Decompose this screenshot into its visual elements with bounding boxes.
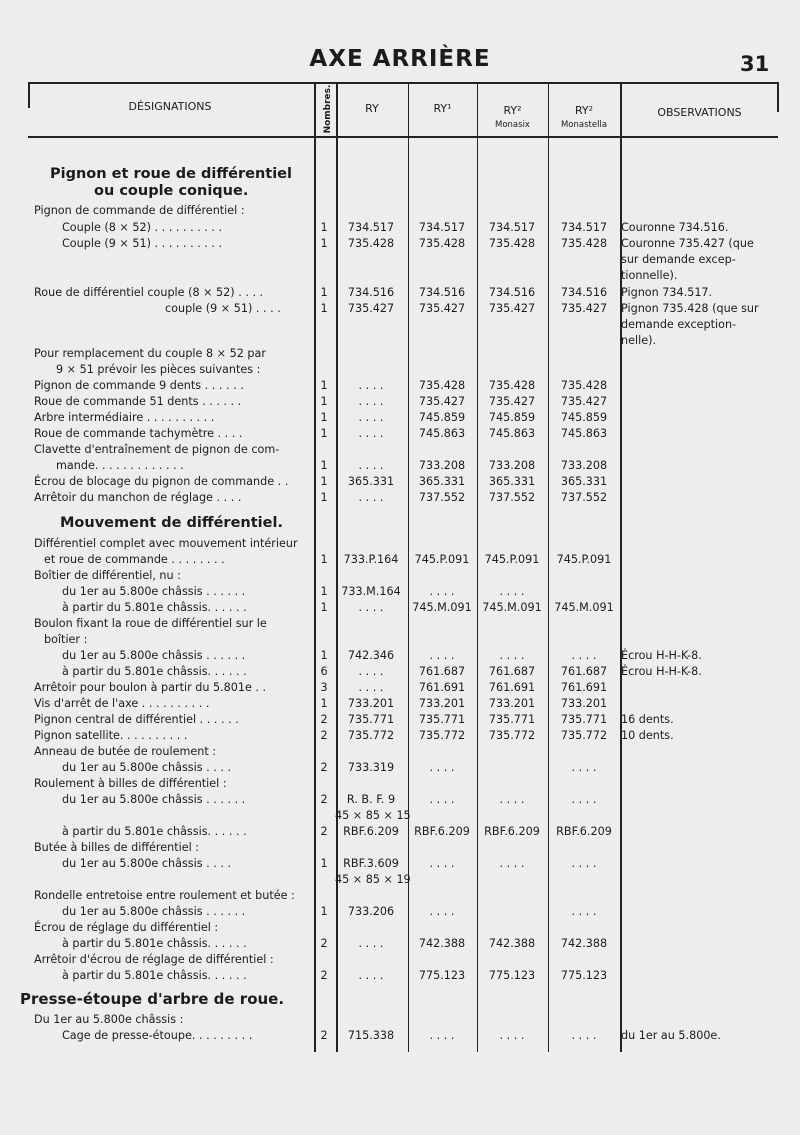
designation-cell: Différentiel complet avec mouvement intérieur <box>34 537 298 550</box>
ry-cell: 735.428 <box>347 237 395 250</box>
ry-cell: 742.346 <box>347 649 395 662</box>
table-row <box>0 1028 800 1044</box>
table-row <box>0 236 800 252</box>
table-row <box>0 648 800 664</box>
table-row <box>0 776 800 792</box>
observation-cell: nelle). <box>621 334 656 347</box>
ry2-monasix-cell: 737.552 <box>488 491 536 504</box>
ry2-monasix-cell: 742.388 <box>488 937 536 950</box>
ry1-cell: 734.517 <box>418 221 466 234</box>
ry1-cell: 735.772 <box>418 729 466 742</box>
ry-cell: RBF.3.609 <box>343 857 399 870</box>
designation-cell: Cage de presse-étoupe. . . . . . . . . <box>62 1029 253 1042</box>
table-left-border <box>28 82 30 108</box>
ry2-monasix-cell: 745.863 <box>488 427 536 440</box>
ry-cell: . . . . <box>358 459 384 472</box>
table-row <box>0 490 800 506</box>
ry2-monastella-cell: 761.691 <box>560 681 608 694</box>
designation-cell: Arrêtoir du manchon de réglage . . . . <box>34 491 242 504</box>
ry-cell: 45 × 85 × 19 <box>335 873 411 886</box>
ry2-monastella-cell: . . . . <box>571 1029 597 1042</box>
table-row <box>0 203 800 219</box>
nombres-cell: 1 <box>320 221 328 234</box>
designation-cell: Du 1er au 5.800e châssis : <box>34 1013 184 1026</box>
nombres-cell: 2 <box>320 825 328 838</box>
table-row <box>0 268 800 284</box>
ry1-cell: 734.516 <box>418 286 466 299</box>
ry1-cell: . . . . <box>429 761 455 774</box>
observation-cell: Écrou H-H-K-8. <box>621 649 702 662</box>
ry1-cell: 735.427 <box>418 302 466 315</box>
table-row <box>0 252 800 268</box>
designation-cell: Roue de commande tachymètre . . . . <box>34 427 243 440</box>
table-row <box>0 317 800 333</box>
table-row <box>0 584 800 600</box>
designation-cell: Anneau de butée de roulement : <box>34 745 217 758</box>
designation-cell: du 1er au 5.800e châssis . . . . . . <box>62 905 246 918</box>
ry1-cell: 745.859 <box>418 411 466 424</box>
ry1-cell: . . . . <box>429 857 455 870</box>
table-row <box>0 442 800 458</box>
ry2-monastella-cell: 365.331 <box>560 475 608 488</box>
ry-cell: . . . . <box>358 681 384 694</box>
ry1-cell: 735.771 <box>418 713 466 726</box>
ry2-monasix-cell: 735.771 <box>488 713 536 726</box>
ry2-monastella-cell: 733.208 <box>560 459 608 472</box>
designation-cell: Boulon fixant la roue de différentiel sur le <box>34 617 267 630</box>
ry2-monasix-cell: . . . . <box>499 585 525 598</box>
designation-cell: à partir du 5.801e châssis. . . . . . <box>62 825 247 838</box>
ry-cell: 45 × 85 × 15 <box>335 809 411 822</box>
designation-cell: Couple (8 × 52) . . . . . . . . . . <box>62 221 223 234</box>
table-row <box>0 285 800 301</box>
ry2-monastella-cell: 735.771 <box>560 713 608 726</box>
ry1-cell: 745.M.091 <box>412 601 472 614</box>
ry2-monastella-cell: 733.201 <box>560 697 608 710</box>
designation-cell: Arrêtoir pour boulon à partir du 5.801e . . <box>34 681 267 694</box>
designation-cell: Rondelle entretoise entre roulement et butée : <box>34 889 295 902</box>
designation-cell: Pour remplacement du couple 8 × 52 par <box>34 347 266 360</box>
nombres-cell: 1 <box>320 697 328 710</box>
ry-cell: . . . . <box>358 395 384 408</box>
designation-cell: mande. . . . . . . . . . . . . <box>56 459 184 472</box>
nombres-cell: 2 <box>320 937 328 950</box>
table-row <box>0 680 800 696</box>
observation-cell: Couronne 734.516. <box>621 221 729 234</box>
nombres-cell: 2 <box>320 1029 328 1042</box>
designation-cell: Arbre intermédiaire . . . . . . . . . . <box>34 411 215 424</box>
ry2-monasix-cell: 745.M.091 <box>482 601 542 614</box>
table-row <box>0 840 800 856</box>
ry-cell: . . . . <box>358 491 384 504</box>
ry2-monasix-cell: 365.331 <box>488 475 536 488</box>
header-bottom-border <box>28 136 778 138</box>
table-row <box>0 744 800 760</box>
ry2-monasix-cell: 735.428 <box>488 237 536 250</box>
ry2-monasix-cell: 733.208 <box>488 459 536 472</box>
designation-cell: Boîtier de différentiel, nu : <box>34 569 181 582</box>
designation-cell: Clavette d'entraînement de pignon de com- <box>34 443 280 456</box>
table-row <box>0 632 800 648</box>
observation-cell: sur demande excep- <box>621 253 736 266</box>
ry2-monastella-cell: 745.P.091 <box>556 553 612 566</box>
ry-cell: . . . . <box>358 411 384 424</box>
ry2-monastella-cell: 761.687 <box>560 665 608 678</box>
table-row <box>0 362 800 378</box>
table-row <box>0 952 800 968</box>
table-row <box>0 792 800 808</box>
ry1-cell: . . . . <box>429 793 455 806</box>
ry1-cell: 365.331 <box>418 475 466 488</box>
designation-cell: Écrou de blocage du pignon de commande . . <box>34 475 289 488</box>
ry2-monastella-cell: 745.863 <box>560 427 608 440</box>
table-row <box>0 458 800 474</box>
table-row <box>0 728 800 744</box>
ry2-monasix-cell: RBF.6.209 <box>484 825 540 838</box>
table-row <box>0 301 800 317</box>
table-row <box>0 760 800 776</box>
ry2-monastella-cell: 735.428 <box>560 237 608 250</box>
header-ry1: RY¹ <box>433 102 452 115</box>
ry-cell: 733.201 <box>347 697 395 710</box>
designation-cell: Pignon de commande de différentiel : <box>34 204 245 217</box>
nombres-cell: 1 <box>320 649 328 662</box>
designation-cell: Pignon central de différentiel . . . . . . <box>34 713 239 726</box>
ry2-monasix-cell: . . . . <box>499 857 525 870</box>
table-row <box>0 936 800 952</box>
nombres-cell: 1 <box>320 475 328 488</box>
ry2-monastella-cell: 735.427 <box>560 302 608 315</box>
nombres-cell: 1 <box>320 905 328 918</box>
observation-cell: 10 dents. <box>621 729 674 742</box>
nombres-cell: 1 <box>320 427 328 440</box>
nombres-cell: 1 <box>320 379 328 392</box>
header-ry2-monastella: RY² Monastella <box>560 104 608 130</box>
ry2-monasix-cell: 761.687 <box>488 665 536 678</box>
section-heading-mouvement: Mouvement de différentiel. <box>60 515 283 531</box>
table-row <box>0 426 800 442</box>
ry2-monasix-cell: 733.201 <box>488 697 536 710</box>
designation-cell: Vis d'arrêt de l'axe . . . . . . . . . . <box>34 697 210 710</box>
section-heading-couple: ou couple conique. <box>94 183 249 199</box>
designation-cell: et roue de commande . . . . . . . . <box>44 553 225 566</box>
ry-cell: 365.331 <box>347 475 395 488</box>
nombres-cell: 1 <box>320 411 328 424</box>
ry2-monasix-cell: 775.123 <box>488 969 536 982</box>
ry1-cell: . . . . <box>429 1029 455 1042</box>
ry2-monasix-cell: . . . . <box>499 1029 525 1042</box>
nombres-cell: 2 <box>320 729 328 742</box>
observation-cell: demande exception- <box>621 318 737 331</box>
ry1-cell: 775.123 <box>418 969 466 982</box>
ry2-monastella-cell: 735.772 <box>560 729 608 742</box>
ry2-monastella-cell: 745.M.091 <box>554 601 614 614</box>
ry2-monasix-cell: 734.517 <box>488 221 536 234</box>
table-row <box>0 664 800 680</box>
ry2-monastella-cell: . . . . <box>571 793 597 806</box>
nombres-cell: 1 <box>320 286 328 299</box>
ry-cell: RBF.6.209 <box>343 825 399 838</box>
nombres-cell: 3 <box>320 681 328 694</box>
nombres-cell: 1 <box>320 395 328 408</box>
ry1-cell: 735.428 <box>418 379 466 392</box>
table-row <box>0 346 800 362</box>
nombres-cell: 2 <box>320 761 328 774</box>
designation-cell: du 1er au 5.800e châssis . . . . . . <box>62 585 246 598</box>
designation-cell: Écrou de réglage du différentiel : <box>34 921 219 934</box>
ry2-monasix-cell: 735.427 <box>488 395 536 408</box>
observation-cell: Pignon 735.428 (que sur <box>621 302 759 315</box>
nombres-cell: 2 <box>320 713 328 726</box>
ry-cell: . . . . <box>358 601 384 614</box>
designation-cell: Pignon satellite. . . . . . . . . . <box>34 729 188 742</box>
ry-cell: . . . . <box>358 427 384 440</box>
ry-cell: 735.771 <box>347 713 395 726</box>
ry-cell: . . . . <box>358 665 384 678</box>
nombres-cell: 1 <box>320 601 328 614</box>
nombres-cell: 1 <box>320 553 328 566</box>
ry2-monasix-cell: 745.P.091 <box>484 553 540 566</box>
ry1-cell: 735.427 <box>418 395 466 408</box>
ry2-monastella-cell: 735.427 <box>560 395 608 408</box>
section-heading-presse-etoupe: Presse-étoupe d'arbre de roue. <box>20 990 285 1008</box>
ry1-cell: 735.428 <box>418 237 466 250</box>
designation-cell: Roue de différentiel couple (8 × 52) . . . . <box>34 286 264 299</box>
ry1-cell: 745.P.091 <box>414 553 470 566</box>
ry2-monastella-cell: . . . . <box>571 649 597 662</box>
designation-cell: Couple (9 × 51) . . . . . . . . . . <box>62 237 223 250</box>
table-row <box>0 968 800 984</box>
ry-cell: R. B. F. 9 <box>346 793 396 806</box>
ry2-monasix-cell: . . . . <box>499 649 525 662</box>
ry-cell: . . . . <box>358 969 384 982</box>
table-row <box>0 616 800 632</box>
table-row <box>0 888 800 904</box>
nombres-cell: 2 <box>320 793 328 806</box>
designation-cell: du 1er au 5.800e châssis . . . . . . <box>62 649 246 662</box>
designation-cell: couple (9 × 51) . . . . <box>165 302 281 315</box>
designation-cell: à partir du 5.801e châssis. . . . . . <box>62 601 247 614</box>
ry-cell: 715.338 <box>347 1029 395 1042</box>
ry2-monastella-cell: 745.859 <box>560 411 608 424</box>
ry2-monasix-cell: 735.427 <box>488 302 536 315</box>
ry1-cell: 733.201 <box>418 697 466 710</box>
page-title: AXE ARRIÈRE <box>309 46 491 72</box>
table-row <box>0 220 800 236</box>
ry2-monasix-cell: 761.691 <box>488 681 536 694</box>
ry1-cell: 761.691 <box>418 681 466 694</box>
ry2-monastella-cell: . . . . <box>571 857 597 870</box>
designation-cell: Roue de commande 51 dents . . . . . . <box>34 395 242 408</box>
designation-cell: du 1er au 5.800e châssis . . . . . . <box>62 793 246 806</box>
ry2-monasix-cell: 745.859 <box>488 411 536 424</box>
table-row <box>0 552 800 568</box>
ry2-monastella-cell: . . . . <box>571 905 597 918</box>
ry2-monastella-cell: RBF.6.209 <box>556 825 612 838</box>
ry-cell: 733.319 <box>347 761 395 774</box>
table-row <box>0 394 800 410</box>
ry2-monasix-cell: . . . . <box>499 793 525 806</box>
ry1-cell: 733.208 <box>418 459 466 472</box>
table-row <box>0 872 800 888</box>
nombres-cell: 1 <box>320 857 328 870</box>
designation-cell: du 1er au 5.800e châssis . . . . <box>62 857 232 870</box>
table-row <box>0 536 800 552</box>
table-row <box>0 904 800 920</box>
designation-cell: Arrêtoir d'écrou de réglage de différentiel : <box>34 953 274 966</box>
nombres-cell: 6 <box>320 665 328 678</box>
observation-cell: tionnelle). <box>621 269 678 282</box>
ry-cell: 734.517 <box>347 221 395 234</box>
ry-cell: 734.516 <box>347 286 395 299</box>
table-row <box>0 920 800 936</box>
designation-cell: 9 × 51 prévoir les pièces suivantes : <box>56 363 261 376</box>
observation-cell: Pignon 734.517. <box>621 286 713 299</box>
ry2-monastella-cell: 734.516 <box>560 286 608 299</box>
ry2-monastella-cell: 734.517 <box>560 221 608 234</box>
ry1-cell: . . . . <box>429 585 455 598</box>
ry1-cell: . . . . <box>429 905 455 918</box>
ry1-cell: . . . . <box>429 649 455 662</box>
table-row <box>0 568 800 584</box>
ry-cell: 733.P.164 <box>343 553 399 566</box>
table-row <box>0 474 800 490</box>
nombres-cell: 1 <box>320 237 328 250</box>
header-observations: OBSERVATIONS <box>657 106 742 119</box>
table-row <box>0 696 800 712</box>
observation-cell: Couronne 735.427 (que <box>621 237 754 250</box>
ry-cell: . . . . <box>358 937 384 950</box>
ry2-monasix-cell: 734.516 <box>488 286 536 299</box>
ry1-cell: 761.687 <box>418 665 466 678</box>
ry2-monastella-cell: 775.123 <box>560 969 608 982</box>
nombres-cell: 1 <box>320 459 328 472</box>
ry-cell: 733.206 <box>347 905 395 918</box>
observation-cell: 16 dents. <box>621 713 674 726</box>
designation-cell: à partir du 5.801e châssis. . . . . . <box>62 665 247 678</box>
header-nombres: Nombres. <box>323 84 333 134</box>
header-ry2-monasix: RY² Monasix <box>495 104 530 130</box>
ry2-monastella-cell: 735.428 <box>560 379 608 392</box>
nombres-cell: 2 <box>320 969 328 982</box>
ry-cell: . . . . <box>358 379 384 392</box>
designation-cell: à partir du 5.801e châssis. . . . . . <box>62 969 247 982</box>
ry2-monastella-cell: 737.552 <box>560 491 608 504</box>
header-ry: RY <box>365 102 379 115</box>
table-row <box>0 824 800 840</box>
header-designations: DÉSIGNATIONS <box>128 100 212 113</box>
designation-cell: boîtier : <box>44 633 88 646</box>
ry1-cell: 737.552 <box>418 491 466 504</box>
ry1-cell: 745.863 <box>418 427 466 440</box>
ry2-monastella-cell: 742.388 <box>560 937 608 950</box>
table-row <box>0 712 800 728</box>
table-row <box>0 600 800 616</box>
table-top-border <box>28 82 778 84</box>
ry-cell: 733.M.164 <box>341 585 401 598</box>
designation-cell: Roulement à billes de différentiel : <box>34 777 227 790</box>
ry2-monasix-cell: 735.772 <box>488 729 536 742</box>
ry2-monastella-cell: . . . . <box>571 761 597 774</box>
designation-cell: Butée à billes de différentiel : <box>34 841 200 854</box>
ry-cell: 735.772 <box>347 729 395 742</box>
designation-cell: du 1er au 5.800e châssis . . . . <box>62 761 232 774</box>
table-row <box>0 410 800 426</box>
designation-cell: Pignon de commande 9 dents . . . . . . <box>34 379 244 392</box>
ry1-cell: RBF.6.209 <box>414 825 470 838</box>
table-row <box>0 378 800 394</box>
table-row <box>0 856 800 872</box>
page-number: 31 <box>740 52 770 76</box>
ry-cell: 735.427 <box>347 302 395 315</box>
section-heading-pignon: Pignon et roue de différentiel <box>50 166 292 182</box>
nombres-cell: 1 <box>320 302 328 315</box>
table-row <box>0 1012 800 1028</box>
observation-cell: Écrou H-H-K-8. <box>621 665 702 678</box>
designation-cell: à partir du 5.801e châssis. . . . . . <box>62 937 247 950</box>
observation-cell: du 1er au 5.800e. <box>621 1029 721 1042</box>
nombres-cell: 1 <box>320 491 328 504</box>
ry1-cell: 742.388 <box>418 937 466 950</box>
ry2-monasix-cell: 735.428 <box>488 379 536 392</box>
table-row <box>0 808 800 824</box>
nombres-cell: 1 <box>320 585 328 598</box>
